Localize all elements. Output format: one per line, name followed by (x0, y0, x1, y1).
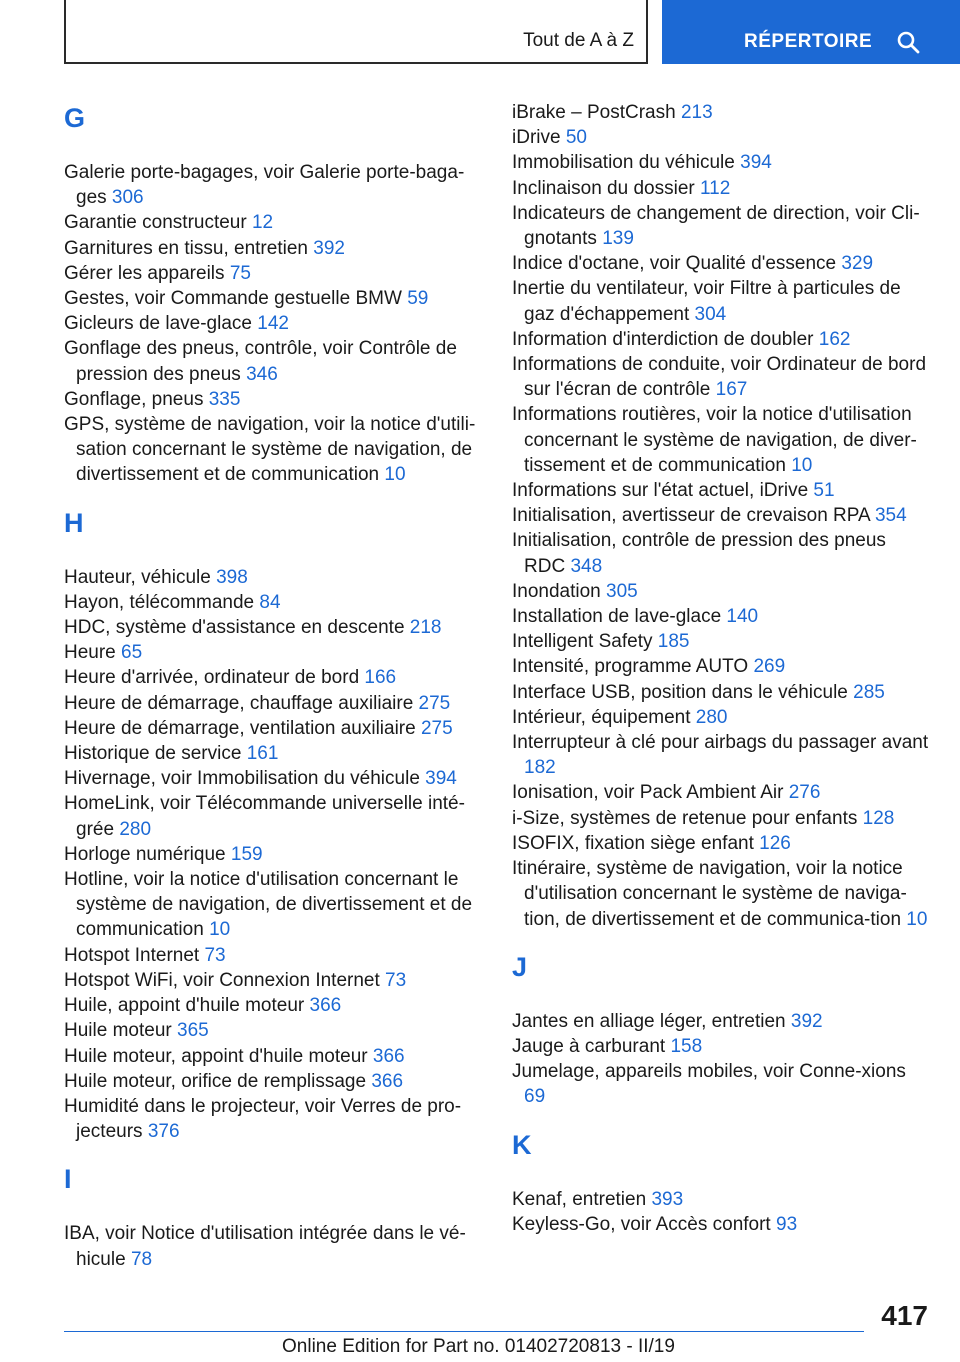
index-entry (512, 150, 932, 175)
index-entry (512, 503, 932, 528)
index-entry-text: Humidité dans le projecteur, voir Verres de pro-jecteurs (64, 1095, 462, 1143)
index-entry-text: Interrupteur à clé pour airbags du passager avant (512, 732, 929, 754)
index-entry-text: Jauge à carburant (512, 1035, 666, 1057)
index-entry (64, 565, 484, 590)
page-link[interactable]: 213 (680, 102, 713, 123)
page-link[interactable]: 84 (259, 591, 281, 613)
index-entry (512, 1059, 932, 1109)
index-entry (512, 680, 932, 705)
index-entry-text: Inondation (512, 580, 601, 602)
index-entry (64, 236, 484, 261)
index-entry (512, 276, 932, 326)
page-link[interactable]: 366 (371, 1070, 404, 1092)
index-entry (64, 842, 484, 867)
index-entry (64, 590, 484, 615)
page-link[interactable]: 394 (425, 768, 457, 790)
index-entry-text: Initialisation, contrôle de pression des pneus RDC (512, 530, 886, 577)
page-link[interactable]: 329 (841, 253, 874, 275)
page-link[interactable]: 158 (670, 1035, 703, 1057)
page-link[interactable]: 393 (651, 1188, 684, 1210)
index-entry (512, 478, 932, 503)
index-entry-text: Heure de démarrage, ventilation auxiliaire (64, 717, 416, 739)
page-link[interactable]: 335 (208, 388, 241, 410)
index-entry-text: Installation de lave-glace (512, 606, 722, 628)
page-link[interactable]: 59 (407, 288, 429, 310)
index-entry-text: Huile moteur, appoint d'huile moteur (64, 1045, 368, 1067)
page-link[interactable]: 78 (130, 1248, 153, 1270)
page-link[interactable]: 10 (906, 908, 928, 930)
index-entry-text: iBrake – PostCrash (512, 102, 676, 123)
index-entry (64, 766, 484, 791)
index-entry-text: Initialisation, avertisseur de crevaison RPA (512, 505, 870, 527)
index-entry-text: Kenaf, entretien (512, 1188, 647, 1210)
page-link[interactable]: 269 (753, 656, 786, 678)
index-entry-text: Heure (64, 642, 116, 664)
index-entry-text: Informations sur l'état actuel, iDrive (512, 480, 809, 502)
header-section-box (64, 0, 648, 64)
page-link[interactable]: 10 (791, 454, 813, 476)
page-link[interactable]: 275 (418, 692, 451, 714)
page-link[interactable]: 366 (309, 995, 342, 1017)
index-entry (512, 629, 932, 654)
index-entry-text: Ionisation, voir Pack Ambient Air (512, 782, 784, 804)
index-entry (512, 528, 932, 578)
page-link[interactable]: 75 (229, 262, 251, 284)
page-link[interactable]: 93 (776, 1213, 798, 1235)
search-icon (896, 30, 920, 54)
page-link[interactable]: 276 (788, 782, 821, 804)
index-entry (512, 806, 932, 831)
index-entry (512, 327, 932, 352)
index-entry (64, 1094, 484, 1144)
index-entry-text: i-Size, systèmes de retenue pour enfants (512, 807, 858, 829)
index-entry (512, 856, 932, 932)
index-entry-text: Information d'interdiction de doubler (512, 328, 814, 350)
index-entry-text: iDrive (512, 127, 561, 149)
page-link[interactable]: 354 (874, 505, 907, 527)
page-link[interactable]: 275 (420, 717, 453, 739)
index-column-left (64, 100, 484, 1292)
index-entry (64, 943, 484, 968)
index-entry (512, 1212, 932, 1237)
index-entry (512, 654, 932, 679)
index-entry (512, 1009, 932, 1034)
index-entry (512, 705, 932, 730)
index-entry-text: Inclinaison du dossier (512, 177, 695, 199)
index-entry-text: Indice d'octane, voir Qualité d'essence (512, 253, 837, 275)
directory-button[interactable] (662, 0, 960, 64)
page-link[interactable]: 50 (565, 127, 587, 149)
index-section-i (64, 1164, 484, 1271)
index-entry-text: Informations de conduite, voir Ordinateur de bord sur l'écran de contrôle (512, 354, 927, 401)
index-entry (512, 831, 932, 856)
edition-text: Online Edition for Part no. 01402720813 - II/19 (282, 1336, 675, 1357)
index-entry-text: IBA, voir Notice d'utilisation intégrée dans le vé-hicule (64, 1223, 466, 1270)
index-entry-text: Intelligent Safety (512, 631, 653, 653)
page-link[interactable]: 182 (524, 757, 556, 779)
page-link[interactable]: 394 (740, 152, 772, 174)
index-section-i-continued (512, 100, 932, 932)
index-entry-text: GPS, système de navigation, voir la notice d'utili-sation concernant le système de navigation, de divertissement et de communication (64, 414, 476, 486)
section-letter: I (64, 1164, 72, 1195)
page-link[interactable]: 10 (384, 464, 406, 486)
index-entry (64, 412, 484, 488)
page-link[interactable]: 398 (216, 566, 248, 588)
page-link[interactable]: 161 (246, 743, 279, 765)
index-entry (512, 730, 932, 780)
index-entry (512, 125, 932, 150)
page-link[interactable]: 285 (853, 681, 885, 703)
index-entry (64, 210, 484, 235)
index-entry-text: Hotline, voir la notice d'utilisation concernant le système de navigation, de divertissement et de communication (64, 869, 473, 941)
page-link[interactable]: 51 (813, 480, 835, 502)
index-entry (512, 579, 932, 604)
page-link[interactable]: 142 (257, 313, 289, 335)
index-section-k (512, 1130, 932, 1237)
page-link[interactable]: 304 (694, 303, 727, 325)
index-entry (512, 176, 932, 201)
index-entry-text: Heure de démarrage, chauffage auxiliaire (64, 692, 414, 714)
page-link[interactable]: 139 (602, 228, 634, 250)
index-entry (64, 993, 484, 1018)
index-entry (64, 1221, 484, 1271)
page-link[interactable]: 65 (121, 642, 143, 664)
index-entry-text: Historique de service (64, 743, 242, 765)
index-entry-text: Keyless-Go, voir Accès confort (512, 1213, 771, 1235)
index-entry (64, 615, 484, 640)
index-entry (64, 1069, 484, 1094)
index-entry-text: ISOFIX, fixation siège enfant (512, 832, 754, 854)
index-section-g (64, 103, 484, 488)
index-entry-text: Heure d'arrivée, ordinateur de bord (64, 667, 360, 689)
page-link[interactable]: 69 (524, 1086, 546, 1108)
directory-button-label: RÉPERTOIRE (744, 31, 873, 52)
index-entry (64, 1018, 484, 1043)
index-entry (64, 1044, 484, 1069)
index-entry-text: Gonflage, pneus (64, 388, 204, 410)
index-entry-text: Jantes en alliage léger, entretien (512, 1010, 786, 1032)
index-section-h (64, 508, 484, 1145)
index-entry-text: Hotspot Internet (64, 944, 200, 966)
index-entry-text: Garnitures en tissu, entretien (64, 237, 308, 259)
index-entry-text: Hotspot WiFi, voir Connexion Internet (64, 969, 380, 991)
index-entry-text: Horloge numérique (64, 843, 226, 865)
index-entry (512, 1034, 932, 1059)
index-entry-text: Inertie du ventilateur, voir Filtre à particules de gaz d'échappement (512, 278, 901, 325)
page-link[interactable]: 185 (657, 631, 690, 653)
index-entry (64, 968, 484, 993)
index-entry-text: Gérer les appareils (64, 262, 225, 284)
index-entry-text: Huile, appoint d'huile moteur (64, 995, 305, 1017)
index-entry (512, 780, 932, 805)
index-entry (64, 261, 484, 286)
index-entry (64, 665, 484, 690)
index-entry-text: Hauteur, véhicule (64, 566, 211, 588)
index-entry-text: Hayon, télécommande (64, 591, 255, 613)
page-link[interactable]: 73 (204, 944, 226, 966)
page-link[interactable]: 126 (759, 832, 791, 854)
page-link[interactable]: 140 (726, 606, 759, 628)
page-link[interactable]: 280 (119, 818, 152, 840)
page-link[interactable]: 346 (246, 363, 278, 385)
index-entry-text: Galerie porte-bagages, voir Galerie porte-baga-ges (64, 162, 465, 209)
page-link[interactable]: 376 (147, 1121, 180, 1143)
index-entry-text: Gestes, voir Commande gestuelle BMW (64, 288, 402, 310)
index-entry-text: Interface USB, position dans le véhicule (512, 681, 848, 703)
index-entry (64, 387, 484, 412)
index-entry (64, 311, 484, 336)
section-letter: G (64, 103, 86, 133)
index-entry-text: Gicleurs de lave-glace (64, 313, 252, 335)
index-entry (64, 286, 484, 311)
page-link[interactable]: 392 (313, 237, 345, 259)
page-link[interactable]: 218 (409, 617, 442, 639)
index-entry-text: Garantie constructeur (64, 212, 247, 234)
page-link[interactable]: 73 (385, 969, 407, 991)
index-entry-text: Indicateurs de changement de direction, voir Cli-gnotants (512, 202, 920, 250)
header-title: Tout de A à Z (523, 30, 634, 51)
index-entry (64, 867, 484, 943)
page-link[interactable]: 280 (695, 706, 728, 728)
page-link[interactable]: 306 (111, 187, 144, 209)
index-entry (512, 201, 932, 251)
page-link[interactable]: 305 (606, 580, 638, 602)
index-column-right (512, 100, 932, 1257)
index-entry (64, 691, 484, 716)
index-entry-text: Huile moteur, orifice de remplissage (64, 1070, 367, 1092)
page-link[interactable]: 112 (700, 177, 731, 199)
index-entry-text: Gonflage des pneus, contrôle, voir Contrôle de pression des pneus (64, 338, 457, 385)
page-link[interactable]: 12 (251, 212, 274, 234)
index-entry (64, 160, 484, 210)
page-link[interactable]: 392 (790, 1010, 823, 1032)
section-letter: J (512, 951, 528, 982)
index-entry (64, 716, 484, 741)
index-entry (512, 352, 932, 402)
index-entry (512, 604, 932, 629)
index-entry-text: Huile moteur (64, 1020, 172, 1042)
index-entry (64, 791, 484, 841)
page-link[interactable]: 10 (209, 919, 231, 941)
page-link[interactable]: 162 (818, 328, 851, 350)
index-entry (512, 100, 932, 125)
page-link[interactable]: 166 (364, 667, 397, 689)
section-letter: K (512, 1129, 532, 1160)
index-entry (64, 741, 484, 766)
index-entry (512, 402, 932, 478)
index-entry (512, 251, 932, 276)
index-entry-text: HDC, système d'assistance en descente (64, 617, 405, 639)
index-entry-text: Intensité, programme AUTO (512, 656, 749, 678)
index-entry-text: Hivernage, voir Immobilisation du véhicule (64, 768, 420, 790)
page-link[interactable]: 348 (570, 555, 603, 577)
footer-divider (64, 1331, 864, 1332)
page-link[interactable]: 128 (862, 807, 895, 829)
page-number: 417 (881, 1300, 928, 1331)
index-entry (64, 640, 484, 665)
index-entry (512, 1187, 932, 1212)
index-entry-text: HomeLink, voir Télécommande universelle inté-grée (64, 793, 465, 840)
page-link[interactable]: 365 (177, 1020, 209, 1042)
index-entry (64, 336, 484, 386)
section-letter: H (64, 507, 84, 538)
page-link[interactable]: 366 (372, 1045, 405, 1067)
page-link[interactable]: 167 (715, 379, 748, 401)
page-link[interactable]: 159 (230, 843, 263, 865)
index-entry-text: Immobilisation du véhicule (512, 152, 735, 174)
index-entry-text: Jumelage, appareils mobiles, voir Conne-xions (512, 1061, 906, 1083)
index-entry-text: Informations routières, voir la notice d'utilisation concernant le système de navigation, de diver-tissement et de communication (512, 404, 917, 476)
index-entry-text: Itinéraire, système de navigation, voir la notice d'utilisation concernant le système de naviga-tion, de divertissement et de communica-tion (512, 858, 907, 930)
index-entry-text: Intérieur, équipement (512, 706, 691, 728)
index-section-j (512, 952, 932, 1110)
